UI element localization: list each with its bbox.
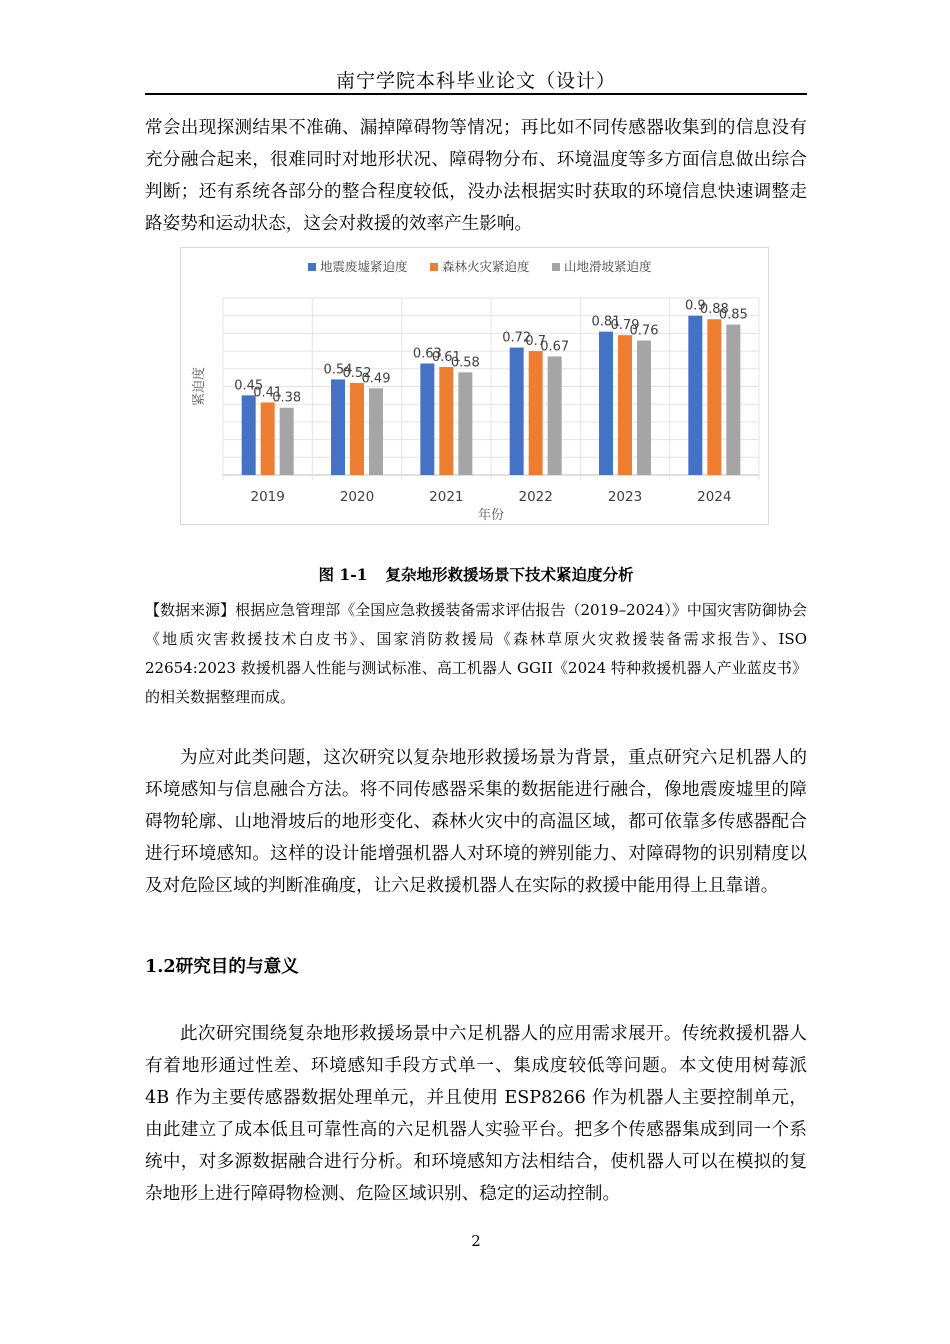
bar	[280, 408, 294, 475]
bar	[637, 340, 651, 475]
bar	[261, 402, 275, 475]
figure-number: 图 1-1	[318, 565, 368, 584]
data-label: 0.41	[253, 385, 283, 401]
page-header-title: 南宁学院本科毕业论文（设计）	[335, 70, 616, 92]
body-paragraph-2: 为应对此类问题，这次研究以复杂地形救援场景为背景，重点研究六足机器人的环境感知与信息融合方法。将不同传感器采集的数据能进行融合，像地震废墟里的障碍物轮廓、山地滑坡后的地形变化、森林火灾中的高温区域，都可依靠多传感器配合进行环境感知。这样的设计能增强机器人对环境的辨别能力、对障碍物的识别精度以及对危险区域的判断准确度，让六足救援机器人在实际的救援中能用得上且靠谱。	[145, 748, 807, 896]
x-tick-label: 2019	[250, 489, 285, 505]
x-axis-title: 年份	[477, 508, 505, 523]
bar	[420, 363, 434, 475]
data-label: 0.52	[342, 365, 372, 381]
data-source-note: 【数据来源】根据应急管理部《全国应急救援装备需求评估报告（2019–2024）》中国灾害防御协会《地质灾害救援技术白皮书》、国家消防救援局《森林草原火灾救援装备需求报告》、ISO 22654:2023 救援机器人性能与测试标准、高工机器人 GGII《2024 特种救援机器人产业蓝皮书》的相关数据整理而成。	[145, 601, 807, 706]
bar	[726, 325, 740, 475]
data-label: 0.45	[234, 378, 264, 394]
bar	[350, 383, 364, 475]
data-label: 0.72	[502, 330, 532, 346]
bar	[331, 379, 345, 475]
legend-swatch	[308, 263, 316, 271]
data-label: 0.85	[718, 307, 748, 323]
bar	[688, 316, 702, 475]
data-label: 0.79	[610, 318, 640, 334]
data-label: 0.88	[699, 302, 729, 318]
legend-label: 地震废墟紧迫度	[320, 259, 408, 274]
bar	[458, 372, 472, 475]
bar	[439, 367, 453, 475]
bar	[548, 356, 562, 475]
bar	[369, 388, 383, 475]
x-tick-label: 2022	[518, 489, 553, 505]
data-label: 0.76	[629, 323, 659, 339]
section-heading: 1.2研究目的与意义	[145, 956, 299, 977]
x-tick-label: 2024	[697, 489, 732, 505]
data-label: 0.38	[272, 390, 302, 406]
body-paragraph-3: 此次研究围绕复杂地形救援场景中六足机器人的应用需求展开。传统救援机器人有着地形通过性差、环境感知手段方式单一、集成度较低等问题。本文使用树莓派 4B 作为主要传感器数据处理单元，并且使用 ESP8266 作为机器人主要控制单元，由此建立了成本低且可靠性高的六足机器人实验平台。把多个传感器集成到同一个系统中，对多源数据融合进行分析。和环境感知方法相结合，使机器人可以在模拟的复杂地形上进行障碍物检测、危险区域识别、稳定的运动控制。	[145, 1024, 807, 1204]
bar	[618, 335, 632, 475]
data-label: 0.67	[540, 339, 570, 355]
data-label: 0.54	[323, 362, 353, 378]
x-tick-label: 2023	[607, 489, 643, 505]
body-paragraph-1: 常会出现探测结果不准确、漏掉障碍物等情况；再比如不同传感器收集到的信息没有充分融合起来，很难同时对地形状况、障碍物分布、环境温度等多方面信息做出综合判断；还有系统各部分的整合程度较低，没办法根据实时获取的环境信息快速调整走路姿势和运动状态，这会对救援的效率产生影响。	[145, 118, 807, 234]
legend-label: 森林火灾紧迫度	[442, 259, 530, 274]
legend-swatch	[430, 263, 438, 271]
data-label: 0.49	[361, 371, 391, 387]
header-divider	[145, 93, 807, 95]
data-label: 0.81	[591, 314, 621, 330]
chart-svg	[181, 248, 768, 524]
urgency-bar-chart	[180, 247, 769, 525]
legend-label: 山地滑坡紧迫度	[564, 259, 652, 274]
data-label: 0.58	[450, 355, 480, 371]
legend-swatch	[552, 263, 560, 271]
x-tick-label: 2021	[429, 489, 464, 505]
data-label: 0.63	[412, 346, 442, 362]
bar	[242, 395, 256, 475]
figure-title: 复杂地形救援场景下技术紧迫度分析	[385, 565, 634, 584]
bar	[707, 319, 721, 475]
figure-caption	[145, 563, 807, 585]
x-tick-label: 2020	[339, 489, 375, 505]
data-label: 0.61	[431, 350, 461, 366]
page-number: 2	[471, 1232, 481, 1250]
bar	[599, 332, 613, 475]
data-label: 0.7	[525, 334, 547, 350]
data-label: 0.9	[684, 298, 706, 314]
y-axis-title: 紧迫度	[192, 366, 207, 407]
bar	[529, 351, 543, 475]
bar	[510, 348, 524, 475]
